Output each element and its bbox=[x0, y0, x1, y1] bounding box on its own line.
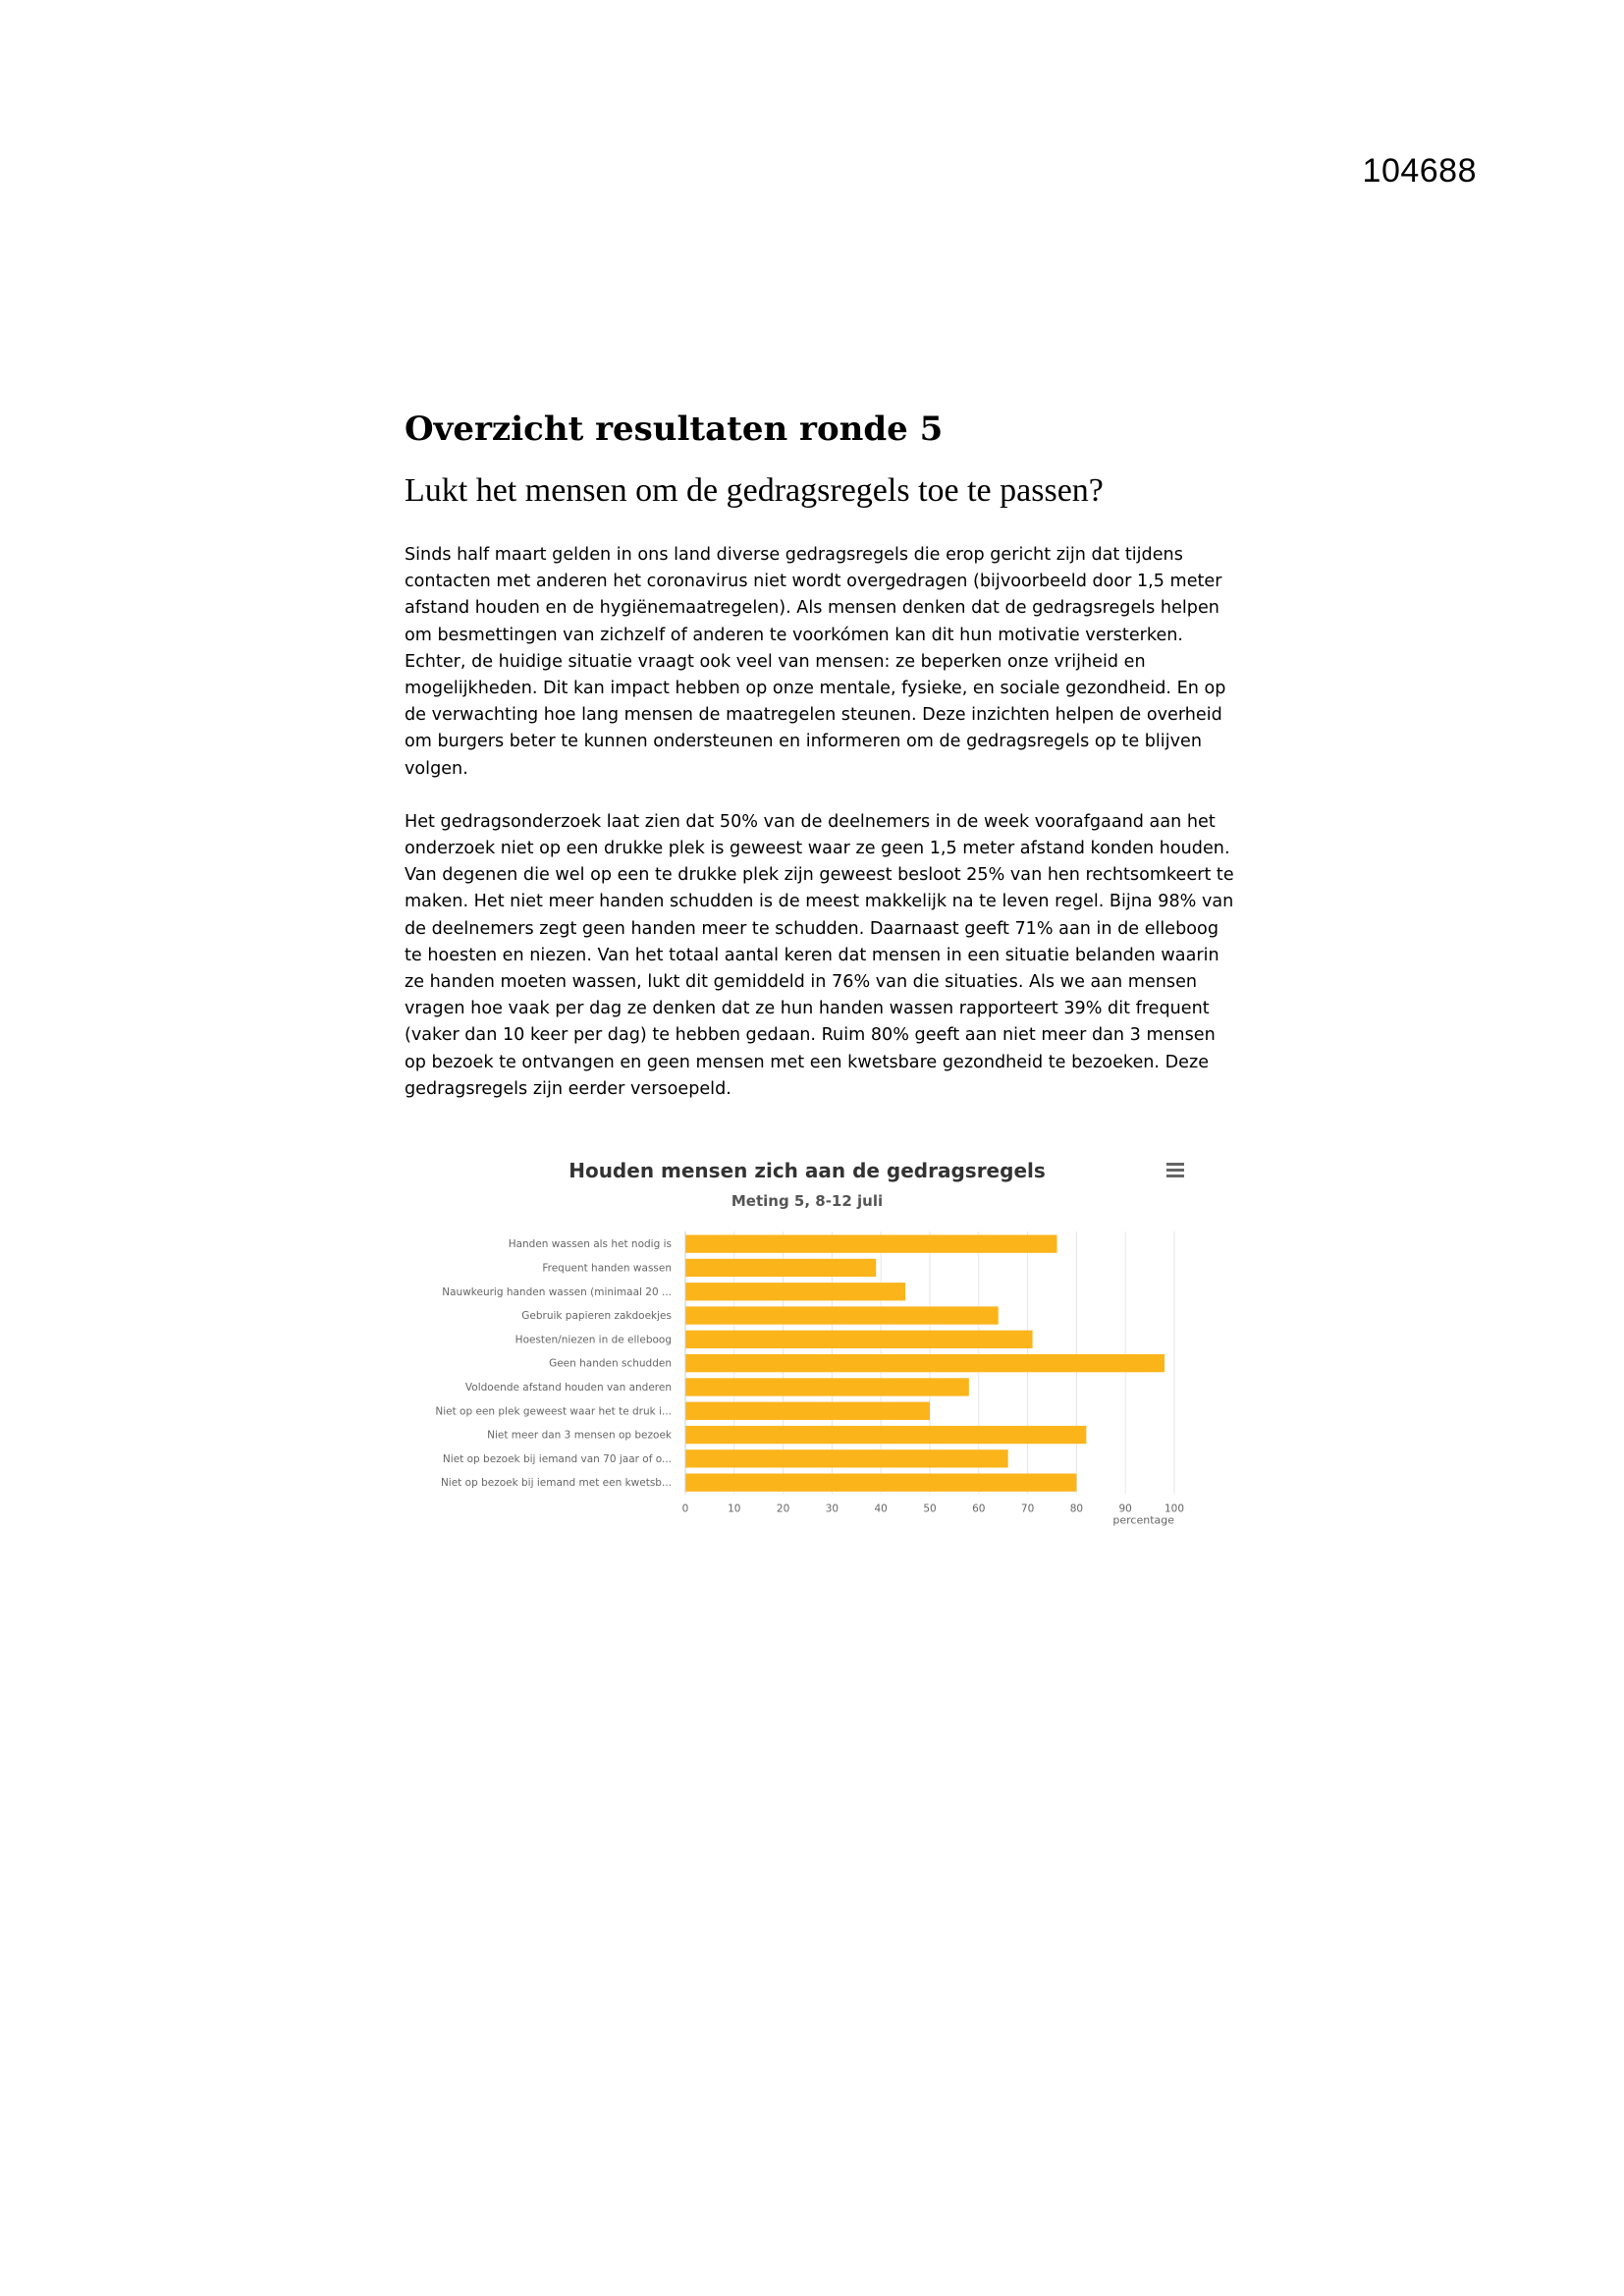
bar-0 bbox=[685, 1235, 1056, 1253]
bar-4 bbox=[685, 1331, 1033, 1348]
category-label-6: Voldoende afstand houden van anderen bbox=[464, 1381, 672, 1394]
x-tick-label-6: 60 bbox=[972, 1503, 986, 1515]
page-subtitle: Lukt het mensen om de gedragsregels toe te passen? bbox=[405, 472, 1104, 509]
x-tick-label-1: 10 bbox=[728, 1503, 741, 1515]
bar-2 bbox=[685, 1283, 905, 1300]
document-number: 104688 bbox=[1362, 152, 1477, 190]
x-tick-label-10: 100 bbox=[1164, 1503, 1185, 1515]
page-title: Overzicht resultaten ronde 5 bbox=[405, 410, 944, 449]
chart-plot bbox=[422, 1149, 1192, 1542]
x-tick-label-0: 0 bbox=[681, 1503, 689, 1515]
category-label-10: Niet op bezoek bij iemand met een kwetsb... bbox=[440, 1477, 672, 1490]
bar-10 bbox=[685, 1474, 1076, 1492]
category-label-1: Frequent handen wassen bbox=[542, 1262, 672, 1275]
bar-chart bbox=[422, 1149, 1192, 1542]
category-label-4: Hoesten/niezen in de elleboog bbox=[514, 1334, 672, 1346]
x-tick-label-4: 40 bbox=[874, 1503, 888, 1515]
category-label-9: Niet op bezoek bij iemand van 70 jaar of o... bbox=[442, 1452, 672, 1465]
paragraph-intro: Sinds half maart gelden in ons land diverse gedragsregels die erop gericht zijn dat tijdens contacten met anderen het coronavirus niet wordt overgedragen (bijvoorbeeld door 1,5 meter afstand houden en de hygiënemaatregelen). Als mensen denken dat de gedragsregels helpen om besmettingen van zichzelf of anderen te voorkómen kan dit hun motivatie versterken. Echter, de huidige situatie vraagt ook veel van mensen: ze beperken onze vrijheid en mogelijkheden. Dit kan impact hebben op onze mentale, fysieke, en sociale gezondheid. En op de verwachting hoe lang mensen de maatregelen steunen. Deze inzichten helpen de overheid om burgers beter te kunnen ondersteunen en informeren om de gedragsregels op te blijven volgen. bbox=[405, 545, 1226, 779]
category-label-3: Gebruik papieren zakdoekjes bbox=[521, 1310, 672, 1323]
paragraph-results: Het gedragsonderzoek laat zien dat 50% van de deelnemers in de week voorafgaand aan het onderzoek niet op een drukke plek is geweest waar ze geen 1,5 meter afstand konden houden. Van degenen die wel op een te drukke plek zijn geweest besloot 25% van hen rechtsomkeert te maken. Het niet meer handen schudden is de meest makkelijk na te leven regel. Bijna 98% van de deelnemers zegt geen handen meer te schudden. Daarnaast geeft 71% aan in de elleboog te hoesten en niezen. Van het totaal aantal keren dat mensen in een situatie belanden waarin ze handen moeten wassen, lukt dit gemiddeld in 76% van die situaties. Als we aan mensen vragen hoe vaak per dag ze denken dat ze hun handen wassen rapporteert 39% dit frequent (vaker dan 10 keer per dag) te hebben gedaan. Ruim 80% geeft aan niet meer dan 3 mensen op bezoek te ontvangen en geen mensen met een kwetsbare gezondheid te bezoeken. Deze gedragsregels zijn eerder versoepeld. bbox=[405, 811, 1234, 1099]
x-tick-label-8: 80 bbox=[1069, 1503, 1084, 1515]
category-label-8: Niet meer dan 3 mensen op bezoek bbox=[487, 1429, 672, 1442]
x-tick-label-7: 70 bbox=[1020, 1503, 1035, 1515]
bar-7 bbox=[685, 1402, 930, 1420]
category-label-2: Nauwkeurig handen wassen (minimaal 20 ... bbox=[442, 1285, 672, 1298]
x-tick-label-5: 50 bbox=[923, 1503, 937, 1515]
bar-5 bbox=[685, 1354, 1164, 1372]
x-axis-label: percentage bbox=[1112, 1513, 1174, 1527]
bar-6 bbox=[685, 1378, 969, 1395]
bar-9 bbox=[685, 1449, 1008, 1467]
x-tick-label-9: 90 bbox=[1118, 1503, 1132, 1515]
x-tick-label-3: 30 bbox=[825, 1503, 839, 1515]
bar-1 bbox=[685, 1259, 876, 1277]
bar-8 bbox=[685, 1426, 1086, 1444]
chart-title: Houden mensen zich aan de gedragsregels bbox=[568, 1159, 1046, 1182]
category-label-5: Geen handen schudden bbox=[549, 1357, 672, 1370]
chart-subtitle: Meting 5, 8-12 juli bbox=[731, 1192, 884, 1210]
x-tick-label-2: 20 bbox=[776, 1503, 790, 1515]
bar-3 bbox=[685, 1306, 999, 1324]
category-label-0: Handen wassen als het nodig is bbox=[508, 1238, 672, 1251]
category-label-7: Niet op een plek geweest waar het te druk i... bbox=[435, 1405, 672, 1418]
document-body bbox=[405, 393, 1239, 1103]
